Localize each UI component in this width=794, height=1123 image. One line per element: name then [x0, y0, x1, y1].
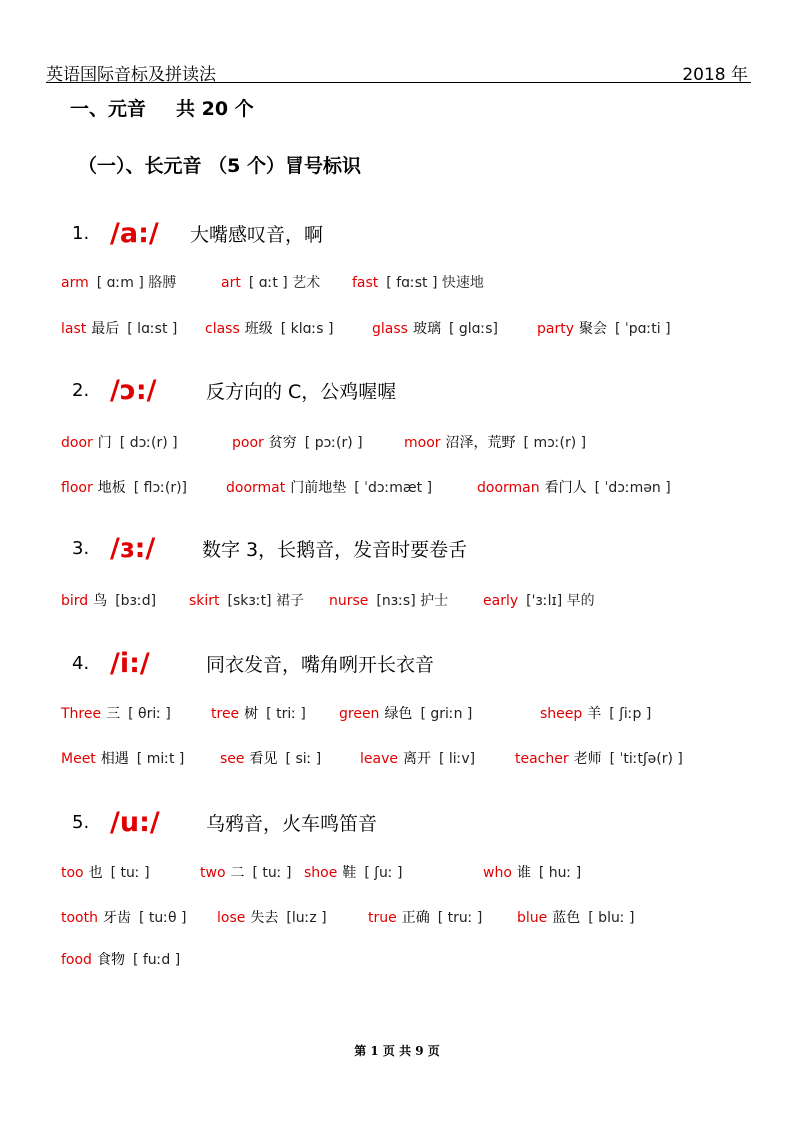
example-word — [217, 907, 327, 927]
english-word: party — [537, 321, 574, 337]
page-footer: 第 1 页 共 9 页 — [354, 1044, 440, 1058]
header-year: 2018 年 — [682, 65, 748, 85]
example-word — [404, 432, 586, 452]
phonetic-transcription: [ tuː ] — [252, 865, 292, 881]
vowel-number: 3. — [72, 537, 90, 559]
english-word: last — [61, 321, 87, 337]
phonetic-transcription: [ truː ] — [437, 910, 483, 926]
phonetic-transcription: [skɜːt] 裙子 — [227, 593, 304, 609]
example-word — [220, 748, 321, 768]
vowel-description: 大嘴感叹音，啊 — [190, 223, 324, 246]
phonetic-transcription: [ tuː ] — [110, 865, 150, 881]
example-row — [61, 272, 741, 292]
phonetic-transcription: [ fuːd ] — [132, 952, 181, 968]
vowel-symbol: /u:/ — [110, 806, 160, 838]
chinese-meaning: 鞋 — [342, 865, 357, 881]
example-word — [189, 590, 304, 610]
chinese-meaning: 贫穷 — [268, 435, 297, 451]
example-word — [61, 949, 180, 969]
phonetic-transcription: [ dɔː(r) ] — [119, 435, 178, 451]
example-word — [61, 590, 156, 610]
chinese-meaning: 鸟 — [93, 593, 108, 609]
chinese-meaning: 玻璃 — [412, 321, 441, 337]
chinese-meaning: 门 — [97, 435, 112, 451]
phonetic-transcription: [ flɔː(r)] — [133, 480, 187, 496]
example-row — [61, 949, 741, 969]
phonetic-transcription: [ miːt ] — [136, 751, 185, 767]
english-word: tooth — [61, 910, 98, 926]
phonetic-transcription: [ ˈdɔːmən ] — [594, 480, 671, 496]
chinese-meaning: 门前地垫 — [290, 480, 347, 496]
vowel-description: 乌鸦音，火车鸣笛音 — [206, 812, 378, 835]
chinese-meaning: 老师 — [573, 751, 602, 767]
section-title-text: 一、元音 — [70, 98, 147, 120]
english-word: poor — [232, 435, 264, 451]
section-count: 共 20 个 — [176, 98, 254, 120]
example-word — [61, 477, 187, 497]
chinese-meaning: 失去 — [250, 910, 279, 926]
english-word: bird — [61, 593, 89, 609]
chinese-meaning: 食物 — [96, 952, 125, 968]
english-word: skirt — [189, 593, 220, 609]
example-row — [61, 703, 741, 723]
chinese-meaning: 看见 — [249, 751, 278, 767]
phonetic-transcription: [ ˈtiːtʃə(r) ] — [609, 751, 683, 767]
section-title — [70, 94, 254, 121]
example-word — [483, 590, 595, 610]
vowel-number: 1. — [72, 222, 90, 244]
phonetic-transcription: [ fɑːst ] 快速地 — [386, 275, 484, 291]
english-word: who — [483, 865, 512, 881]
vowel-heading — [72, 643, 434, 683]
phonetic-transcription: [ huː ] — [538, 865, 582, 881]
english-word: sheep — [540, 706, 583, 722]
english-word: glass — [372, 321, 408, 337]
english-word: arm — [61, 275, 89, 291]
chinese-meaning: 离开 — [402, 751, 431, 767]
example-word — [61, 703, 171, 723]
phonetic-transcription: [ glɑːs] — [448, 321, 499, 337]
vowel-description: 反方向的 C，公鸡喔喔 — [206, 380, 397, 403]
english-word: leave — [360, 751, 398, 767]
chinese-meaning: 看门人 — [544, 480, 587, 496]
chinese-meaning: 地板 — [97, 480, 126, 496]
vowel-heading — [72, 528, 467, 568]
example-word — [368, 907, 482, 927]
chinese-meaning: 聚会 — [579, 321, 607, 337]
english-word: lose — [217, 910, 246, 926]
vowel-description: 同衣发音，嘴角咧开长衣音 — [206, 653, 435, 676]
english-word: fast — [352, 275, 379, 291]
example-word — [200, 862, 291, 882]
vowel-symbol: /a:/ — [110, 217, 159, 249]
vowel-symbol: /i:/ — [110, 647, 150, 679]
example-row — [61, 477, 741, 497]
example-word — [352, 272, 484, 292]
phonetic-transcription: [ ɑːm ] 胳膊 — [96, 275, 177, 291]
phonetic-transcription: [luːz ] — [286, 910, 327, 926]
vowel-heading — [72, 802, 377, 842]
example-word — [517, 907, 634, 927]
chinese-meaning: 羊 — [587, 706, 602, 722]
english-word: two — [200, 865, 226, 881]
english-word: blue — [517, 910, 548, 926]
chinese-meaning: 蓝色 — [552, 910, 581, 926]
english-word: nurse — [329, 593, 369, 609]
example-row — [61, 590, 741, 610]
example-row — [61, 907, 741, 927]
example-word — [232, 432, 363, 452]
chinese-meaning: 树 — [244, 706, 259, 722]
english-word: true — [368, 910, 397, 926]
english-word: teacher — [515, 751, 569, 767]
english-word: moor — [404, 435, 441, 451]
chinese-meaning: 谁 — [516, 865, 531, 881]
example-word — [205, 318, 333, 338]
example-word — [221, 272, 320, 292]
example-word — [304, 862, 402, 882]
phonetic-transcription: [ triː ] — [266, 706, 306, 722]
chinese-meaning: 正确 — [401, 910, 430, 926]
example-word — [211, 703, 306, 723]
phonetic-transcription: [ bluː ] — [588, 910, 635, 926]
example-row — [61, 432, 741, 452]
vowel-symbol: /ɜ:/ — [110, 532, 156, 564]
phonetic-transcription: [ ˈdɔːmæt ] — [354, 480, 433, 496]
english-word: class — [205, 321, 240, 337]
chinese-meaning: 绿色 — [384, 706, 413, 722]
phonetic-transcription: ['ɜːlɪ] 早的 — [526, 593, 595, 609]
example-word — [339, 703, 472, 723]
chinese-meaning: 二 — [230, 865, 245, 881]
example-word — [537, 318, 671, 338]
english-word: art — [221, 275, 241, 291]
english-word: early — [483, 593, 519, 609]
example-word — [372, 318, 498, 338]
example-word — [61, 862, 150, 882]
phonetic-transcription: [bɜːd] — [115, 593, 157, 609]
vowel-symbol: /ɔ:/ — [110, 374, 157, 406]
example-row — [61, 318, 741, 338]
vowel-number: 5. — [72, 811, 90, 833]
english-word: doorman — [477, 480, 540, 496]
phonetic-transcription: [ klɑːs ] — [280, 321, 334, 337]
english-word: tree — [211, 706, 240, 722]
example-word — [226, 477, 432, 497]
phonetic-transcription: [ siː ] — [285, 751, 322, 767]
english-word: shoe — [304, 865, 338, 881]
example-word — [61, 432, 178, 452]
phonetic-transcription: [ pɔː(r) ] — [304, 435, 363, 451]
english-word: food — [61, 952, 92, 968]
chinese-meaning: 牙齿 — [102, 910, 131, 926]
example-word — [477, 477, 671, 497]
phonetic-transcription: [ tuːθ ] — [138, 910, 187, 926]
chinese-meaning: 相遇 — [100, 751, 129, 767]
vowel-number: 2. — [72, 379, 90, 401]
vowel-heading — [72, 213, 323, 253]
english-word: too — [61, 865, 84, 881]
phonetic-transcription: [ lɑːst ] — [127, 321, 178, 337]
example-word — [61, 907, 186, 927]
phonetic-transcription: [ ɑːt ] 艺术 — [248, 275, 321, 291]
phonetic-transcription: [nɜːs] 护士 — [376, 593, 449, 609]
vowel-description: 数字 3，长鹅音，发音时要卷舌 — [202, 538, 468, 561]
subsection-title: （一）、长元音 （5 个）冒号标识 — [78, 155, 361, 177]
chinese-meaning: 班级 — [244, 321, 273, 337]
example-word — [61, 272, 176, 292]
english-word: doormat — [226, 480, 286, 496]
chinese-meaning: 也 — [88, 865, 103, 881]
phonetic-transcription: [ ˈpɑːti ] — [615, 321, 671, 337]
phonetic-transcription: [ θriː ] — [128, 706, 171, 722]
english-word: Meet — [61, 751, 96, 767]
header-divider — [46, 82, 751, 83]
example-row — [61, 862, 741, 882]
chinese-meaning: 最后 — [91, 321, 120, 337]
english-word: see — [220, 751, 245, 767]
example-word — [515, 748, 683, 768]
phonetic-transcription: [ ʃiːp ] — [609, 706, 652, 722]
english-word: floor — [61, 480, 93, 496]
chinese-meaning: 三 — [106, 706, 121, 722]
example-word — [329, 590, 448, 610]
chinese-meaning: 沼泽，荒野 — [445, 435, 516, 451]
example-word — [483, 862, 581, 882]
phonetic-transcription: [ mɔː(r) ] — [523, 435, 587, 451]
phonetic-transcription: [ liːv] — [438, 751, 476, 767]
vowel-number: 4. — [72, 652, 90, 674]
english-word: green — [339, 706, 380, 722]
example-word — [360, 748, 475, 768]
example-word — [61, 748, 184, 768]
example-word — [61, 318, 177, 338]
english-word: door — [61, 435, 93, 451]
vowel-heading — [72, 370, 396, 410]
example-row — [61, 748, 741, 768]
english-word: Three — [61, 706, 102, 722]
example-word — [540, 703, 651, 723]
phonetic-transcription: [ ʃuː ] — [364, 865, 403, 881]
header-title: 英语国际音标及拼读法 — [46, 65, 216, 85]
phonetic-transcription: [ griːn ] — [420, 706, 473, 722]
